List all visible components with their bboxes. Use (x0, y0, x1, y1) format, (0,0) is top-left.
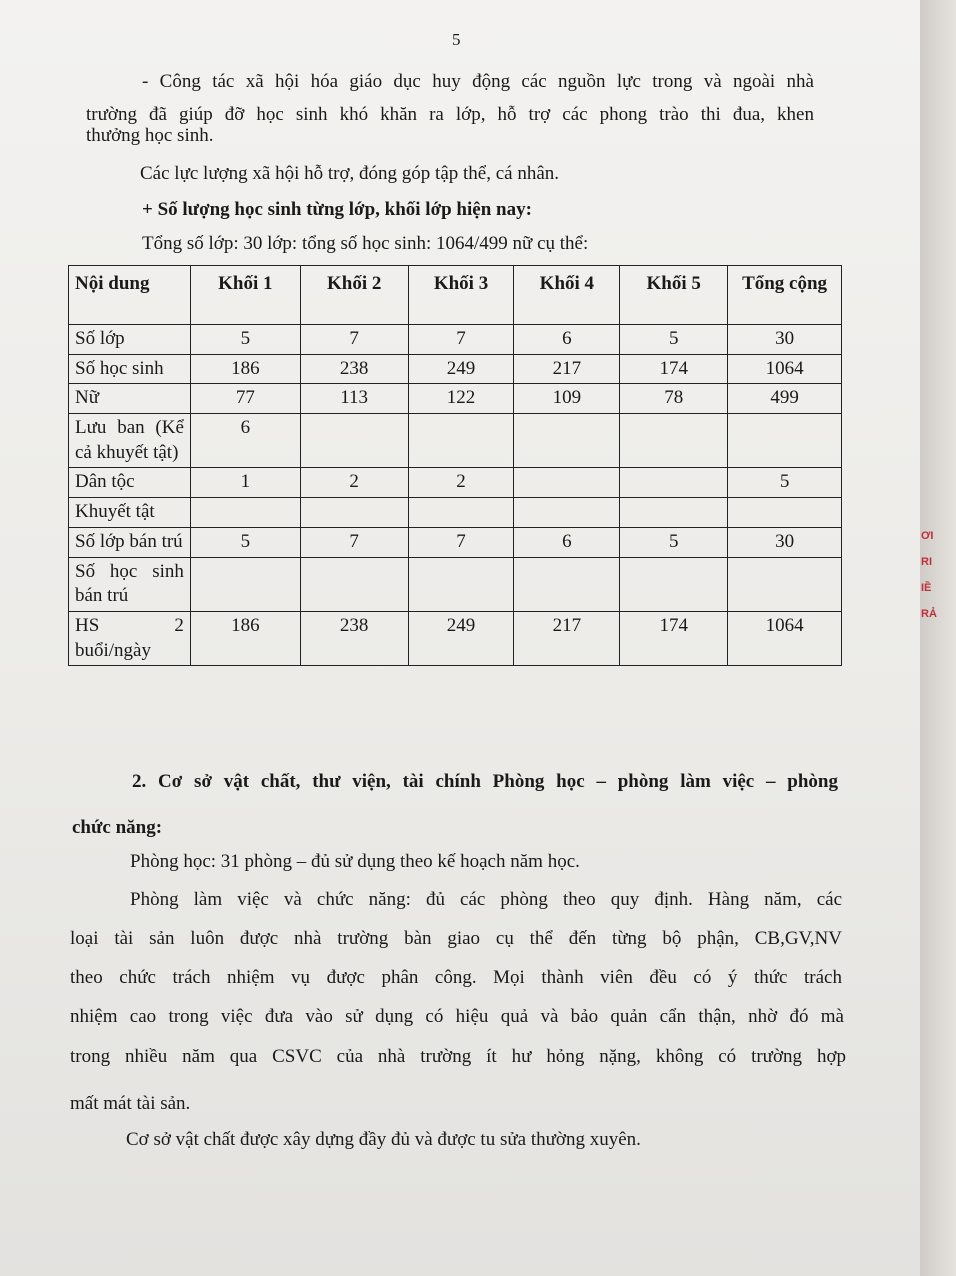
table-header: Khối 1 (190, 266, 300, 325)
table-cell: 6 (514, 527, 620, 557)
table-cell: 5 (620, 527, 728, 557)
intro-line-2: trường đã giúp đỡ học sinh khó khăn ra lớp, hỗ trợ các phong trào thi đua, khen (86, 104, 814, 125)
table-cell (514, 557, 620, 611)
table-cell (514, 414, 620, 468)
table-cell: 113 (300, 384, 408, 414)
table-row (69, 414, 842, 468)
table-cell: 238 (300, 611, 408, 665)
table-cell: 6 (514, 325, 620, 355)
facilities-line-3: theo chức trách nhiệm vụ được phân công. Mọi thành viên đều có ý thức trách (70, 967, 842, 988)
row-label: Dân tộc (69, 468, 191, 498)
table-cell: 7 (300, 325, 408, 355)
table-row (69, 527, 842, 557)
table-cell: 30 (728, 527, 842, 557)
facilities-line-5: trong nhiều năm qua CSVC của nhà trường ít hư hỏng nặng, không có trường hợp (70, 1046, 846, 1067)
row-label: Nữ (69, 384, 191, 414)
table-header: Khối 3 (408, 266, 514, 325)
table-cell: 7 (300, 527, 408, 557)
table-row (69, 325, 842, 355)
table-cell: 7 (408, 527, 514, 557)
facilities-line-4: nhiệm cao trong việc đưa vào sử dụng có hiệu quả và bảo quản cẩn thận, nhờ đó mà (70, 1006, 844, 1027)
table-cell: 1064 (728, 611, 842, 665)
row-label: HS 2 buổi/ngày (69, 611, 191, 665)
page-number: 5 (452, 30, 461, 49)
table-cell (190, 498, 300, 528)
facilities-line-1: Phòng làm việc và chức năng: đủ các phòng theo quy định. Hàng năm, các (130, 889, 842, 910)
table-cell: 5 (728, 468, 842, 498)
table-header: Khối 2 (300, 266, 408, 325)
table-header: Tổng cộng (728, 266, 842, 325)
table-cell: 5 (190, 527, 300, 557)
table-cell: 249 (408, 354, 514, 384)
table-cell: 78 (620, 384, 728, 414)
table-row (69, 384, 842, 414)
table-header: Khối 4 (514, 266, 620, 325)
table-row (69, 354, 842, 384)
row-label: Số học sinh (69, 354, 191, 384)
table-cell: 217 (514, 611, 620, 665)
facilities-line-6: mất mát tài sản. (70, 1093, 191, 1114)
table-cell: 238 (300, 354, 408, 384)
table-cell (190, 557, 300, 611)
table-cell: 2 (300, 468, 408, 498)
table-cell: 174 (620, 354, 728, 384)
table-cell (408, 414, 514, 468)
table-cell: 174 (620, 611, 728, 665)
table-cell (408, 498, 514, 528)
table-cell (514, 498, 620, 528)
table-cell: 30 (728, 325, 842, 355)
table-cell: 1 (190, 468, 300, 498)
table-cell (514, 468, 620, 498)
section2-heading-line-1: 2. Cơ sở vật chất, thư viện, tài chính Phòng học – phòng làm việc – phòng (132, 771, 838, 792)
table-cell: 2 (408, 468, 514, 498)
table-row (69, 557, 842, 611)
table-cell: 5 (620, 325, 728, 355)
row-label: Khuyết tật (69, 498, 191, 528)
table-cell: 122 (408, 384, 514, 414)
row-label: Số học sinh bán trú (69, 557, 191, 611)
section2-heading-line-2: chức năng: (72, 817, 163, 838)
table-cell (408, 557, 514, 611)
table-cell: 6 (190, 414, 300, 468)
row-label: Số lớp bán trú (69, 527, 191, 557)
table-cell (620, 414, 728, 468)
table-cell (620, 557, 728, 611)
table-cell: 186 (190, 611, 300, 665)
table-row (69, 468, 842, 498)
closing-sentence: Cơ sở vật chất được xây dựng đầy đủ và được tu sửa thường xuyên. (126, 1129, 641, 1150)
table-header-row (69, 266, 842, 325)
table-cell (300, 498, 408, 528)
table-row (69, 498, 842, 528)
table-cell (300, 557, 408, 611)
table-cell (620, 468, 728, 498)
support-sentence: Các lực lượng xã hội hỗ trợ, đóng góp tập thể, cá nhân. (140, 163, 560, 184)
table-cell (728, 557, 842, 611)
table-cell: 217 (514, 354, 620, 384)
student-table (68, 265, 842, 666)
table-header: Khối 5 (620, 266, 728, 325)
row-label: Số lớp (69, 325, 191, 355)
facilities-line-2: loại tài sản luôn được nhà trường bàn giao cụ thể đến từng bộ phận, CB,GV,NV (70, 928, 842, 949)
table-cell: 109 (514, 384, 620, 414)
intro-line-1: - Công tác xã hội hóa giáo dục huy động các nguồn lực trong và ngoài nhà (142, 71, 814, 92)
table-cell: 5 (190, 325, 300, 355)
table-header: Nội dung (69, 266, 191, 325)
table-cell: 77 (190, 384, 300, 414)
table-cell: 499 (728, 384, 842, 414)
table-row (69, 611, 842, 665)
table-cell (620, 498, 728, 528)
red-stamp-fragment: ƠI RI IỀ RẢ (921, 530, 937, 620)
row-label: Lưu ban (Kể cả khuyết tật) (69, 414, 191, 468)
intro-line-3: thưởng học sinh. (86, 125, 214, 146)
table-cell (300, 414, 408, 468)
students-summary: Tổng số lớp: 30 lớp: tổng số học sinh: 1064/499 nữ cụ thể: (142, 233, 589, 254)
table-cell: 249 (408, 611, 514, 665)
table-cell: 186 (190, 354, 300, 384)
table-cell: 7 (408, 325, 514, 355)
table-cell (728, 414, 842, 468)
classrooms-sentence: Phòng học: 31 phòng – đủ sử dụng theo kế hoạch năm học. (130, 851, 580, 872)
table-cell: 1064 (728, 354, 842, 384)
students-heading: + Số lượng học sinh từng lớp, khối lớp hiện nay: (142, 199, 532, 220)
table-cell (728, 498, 842, 528)
